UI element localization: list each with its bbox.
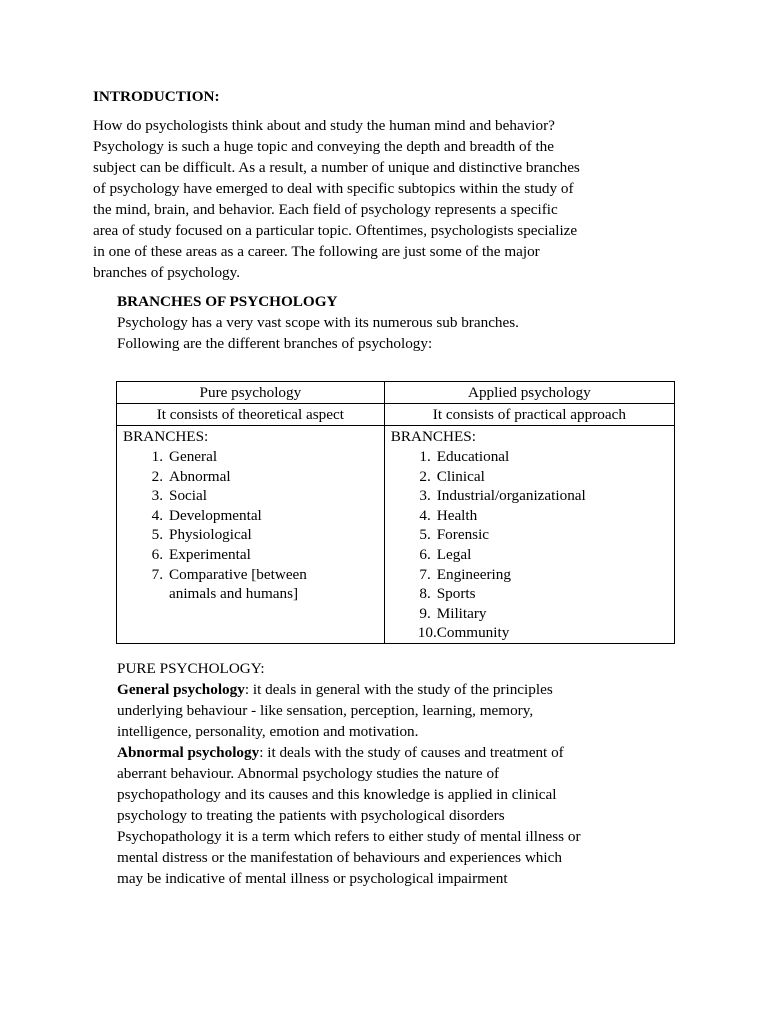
list-text: Educational bbox=[436, 448, 510, 465]
paragraph-text: : it deals with the study of causes and treatment of bbox=[259, 743, 564, 761]
paragraph-line: underlying behaviour - like sensation, perception, learning, memory, bbox=[117, 701, 534, 719]
pure-description-cell: It consists of theoretical aspect bbox=[117, 404, 385, 426]
list-number: 2. bbox=[151, 467, 163, 485]
list-text: Community bbox=[436, 624, 510, 642]
introduction-paragraph bbox=[93, 115, 683, 283]
intro-line: branches of psychology. bbox=[93, 264, 241, 281]
list-text-line: Comparative [between bbox=[169, 565, 307, 583]
list-item bbox=[389, 506, 670, 526]
list-item bbox=[121, 506, 380, 526]
list-number: 6. bbox=[151, 545, 163, 563]
paragraph-line bbox=[117, 742, 685, 763]
list-number: 4. bbox=[151, 506, 163, 524]
table-description-row bbox=[117, 404, 675, 426]
branches-table bbox=[116, 381, 675, 644]
applied-description-cell: It consists of practical approach bbox=[384, 404, 674, 426]
list-text: Sports bbox=[436, 585, 476, 603]
list-text: Developmental bbox=[169, 506, 262, 524]
intro-line: How do psychologists think about and study the human mind and behavior? bbox=[93, 117, 555, 134]
pure-branches-list bbox=[121, 447, 380, 604]
paragraph-line: may be indicative of mental illness or psychological impairment bbox=[117, 869, 508, 887]
paragraph-line: psychopathology and its causes and this knowledge is applied in clinical bbox=[117, 785, 557, 803]
pure-psychology-section bbox=[117, 658, 685, 889]
list-text-line: animals and humans] bbox=[169, 585, 299, 603]
paragraph-text: : it deals in general with the study of the principles bbox=[244, 680, 553, 698]
intro-line: in one of these areas as a career. The following are just some of the major bbox=[93, 243, 540, 260]
list-item bbox=[121, 447, 380, 467]
branches-section bbox=[117, 291, 683, 354]
intro-line: subject can be difficult. As a result, a number of unique and distinctive branches bbox=[93, 159, 580, 176]
list-number: 5. bbox=[419, 526, 431, 544]
list-number: 9. bbox=[419, 604, 431, 622]
list-item bbox=[121, 545, 380, 565]
list-item bbox=[121, 525, 380, 545]
list-text: Experimental bbox=[169, 545, 251, 563]
list-item bbox=[121, 467, 380, 487]
table-branches-row bbox=[117, 426, 675, 644]
list-item bbox=[389, 447, 670, 467]
list-text bbox=[169, 565, 380, 604]
list-item bbox=[389, 525, 670, 545]
list-text: General bbox=[169, 448, 218, 465]
list-number: 6. bbox=[419, 545, 431, 563]
intro-line: Psychology is such a huge topic and conveying the depth and breadth of the bbox=[93, 138, 555, 155]
applied-branches-label: BRANCHES: bbox=[390, 428, 476, 445]
pure-header-cell: Pure psychology bbox=[117, 382, 385, 404]
list-number: 5. bbox=[151, 526, 163, 544]
abnormal-psychology-term: Abnormal psychology bbox=[117, 743, 260, 761]
list-number: 7. bbox=[151, 565, 163, 583]
list-number: 7. bbox=[419, 565, 431, 583]
list-text: Clinical bbox=[436, 467, 485, 485]
list-number: 1. bbox=[151, 448, 163, 465]
list-text: Abnormal bbox=[169, 467, 231, 485]
list-item bbox=[389, 584, 670, 604]
pure-branches-label: BRANCHES: bbox=[123, 428, 209, 445]
branches-line: Following are the different branches of psychology: bbox=[117, 335, 433, 352]
applied-branches-list bbox=[389, 447, 670, 643]
branches-title: BRANCHES OF PSYCHOLOGY bbox=[117, 293, 338, 310]
intro-line: of psychology have emerged to deal with specific subtopics within the study of bbox=[93, 180, 574, 197]
list-number: 4. bbox=[419, 506, 431, 524]
list-text: Military bbox=[436, 604, 487, 622]
general-psychology-term: General psychology bbox=[117, 680, 245, 698]
applied-branches-cell bbox=[384, 426, 674, 644]
paragraph-line: intelligence, personality, emotion and motivation. bbox=[117, 722, 419, 740]
list-number: 2. bbox=[419, 467, 431, 485]
pure-branches-cell bbox=[117, 426, 385, 644]
applied-header-cell: Applied psychology bbox=[384, 382, 674, 404]
list-number: 8. bbox=[419, 585, 431, 603]
paragraph-line: aberrant behaviour. Abnormal psychology studies the nature of bbox=[117, 764, 500, 782]
list-text: Physiological bbox=[169, 526, 252, 544]
document-page bbox=[93, 86, 683, 889]
list-item bbox=[389, 486, 670, 506]
list-number: 3. bbox=[419, 487, 431, 505]
list-number: 10. bbox=[417, 624, 437, 642]
list-text: Industrial/organizational bbox=[436, 487, 586, 505]
paragraph-line: psychology to treating the patients with psychological disorders bbox=[117, 806, 505, 824]
paragraph-line: mental distress or the manifestation of behaviours and experiences which bbox=[117, 848, 562, 866]
list-item bbox=[389, 623, 670, 643]
list-text: Legal bbox=[436, 545, 472, 563]
list-number: 3. bbox=[151, 487, 163, 505]
list-text: Health bbox=[436, 506, 478, 524]
pure-psychology-heading: PURE PSYCHOLOGY: bbox=[117, 659, 265, 677]
list-item bbox=[389, 565, 670, 585]
general-psychology-paragraph bbox=[117, 679, 685, 742]
list-item bbox=[389, 467, 670, 487]
list-item bbox=[389, 545, 670, 565]
list-item bbox=[121, 565, 380, 604]
intro-line: the mind, brain, and behavior. Each field of psychology represents a specific bbox=[93, 201, 558, 218]
paragraph-line: Psychopathology it is a term which refers to either study of mental illness or bbox=[117, 827, 581, 845]
branches-line: Psychology has a very vast scope with its numerous sub branches. bbox=[117, 314, 519, 331]
list-number: 1. bbox=[419, 448, 431, 465]
introduction-heading: INTRODUCTION: bbox=[93, 88, 220, 105]
list-item bbox=[121, 486, 380, 506]
table-header-row bbox=[117, 382, 675, 404]
list-item bbox=[389, 604, 670, 624]
abnormal-psychology-paragraph bbox=[117, 742, 685, 889]
paragraph-line bbox=[117, 679, 685, 700]
list-text: Engineering bbox=[436, 565, 511, 583]
intro-line: area of study focused on a particular topic. Oftentimes, psychologists specialize bbox=[93, 222, 578, 239]
list-text: Social bbox=[169, 487, 207, 505]
list-text: Forensic bbox=[436, 526, 490, 544]
